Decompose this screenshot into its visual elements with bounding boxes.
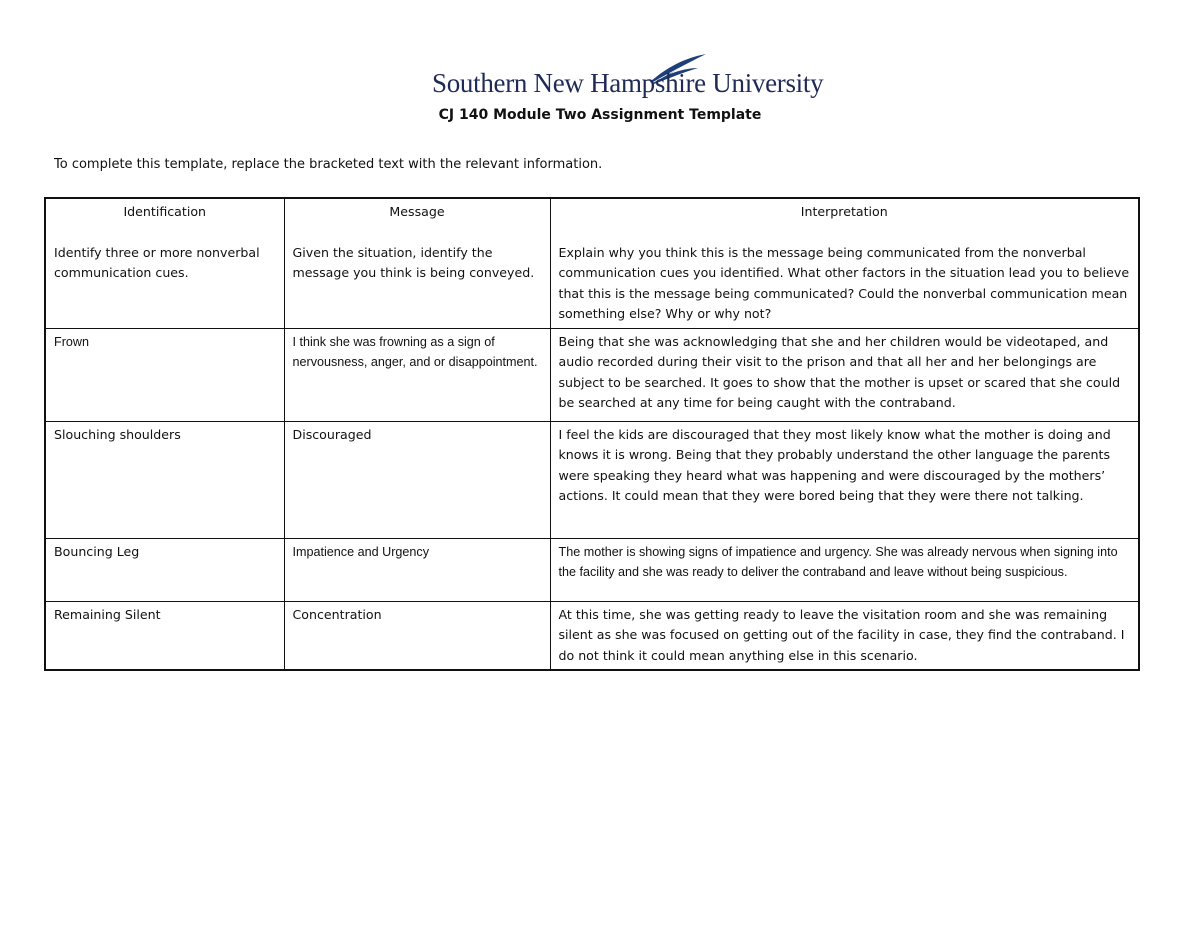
message-cell: I think she was frowning as a sign of nervousness, anger, and or disappointment.: [284, 328, 550, 421]
table-row: [45, 538, 1139, 601]
identification-header-cell: [45, 198, 284, 328]
interpretation-cell: The mother is showing signs of impatience and urgency. She was already nervous when signing into the facility and she was ready to deliver the contraband and leave without being suspicious.: [550, 538, 1139, 601]
message-header-cell: [284, 198, 550, 328]
column-prompt: Identify three or more nonverbal communication cues.: [54, 244, 260, 280]
table-row: [45, 421, 1139, 538]
identification-cell: Bouncing Leg: [45, 538, 284, 601]
page-title: CJ 140 Module Two Assignment Template: [438, 107, 762, 123]
interpretation-cell: I feel the kids are discouraged that they most likely know what the mother is doing and knows it is wrong. Being that they probably understand the other language the parents were speaking they heard what was happening and were discouraged by the mothers’ actions. It could mean that they were bored being that they were there not talking.: [550, 421, 1139, 538]
column-heading: Message: [389, 204, 445, 219]
instructions-text: To complete this template, replace the bracketed text with the relevant information.: [54, 157, 603, 172]
identification-cell: Slouching shoulders: [45, 421, 284, 538]
interpretation-cell: Being that she was acknowledging that she and her children would be videotaped, and audio recorded during their visit to the prison and that all her and her belongings are subject to be searched. It goes to show that the mother is upset or scared that she could be searched at any time for being caught with the contraband.: [550, 328, 1139, 421]
message-cell: Discouraged: [284, 421, 550, 538]
logo-wordmark: Southern New Hampshire University: [432, 68, 824, 98]
column-prompt: Given the situation, identify the message you think is being conveyed.: [292, 244, 535, 280]
interpretation-header-cell: [550, 198, 1139, 328]
table-row: [45, 601, 1139, 670]
message-cell: Concentration: [284, 601, 550, 670]
column-prompt: Explain why you think this is the message being communicated from the nonverbal communication cues you identified. What other factors in the situation lead you to believe that this is the message being communicated? Could the nonverbal communication mean something else? Why or why not?: [558, 244, 1130, 321]
column-heading: Identification: [123, 204, 207, 219]
identification-cell: Remaining Silent: [45, 601, 284, 670]
table-row: [45, 328, 1139, 421]
table-header-row: [45, 198, 1139, 328]
message-cell: Impatience and Urgency: [284, 538, 550, 601]
column-heading: Interpretation: [800, 204, 888, 219]
identification-cell: Frown: [45, 328, 284, 421]
interpretation-cell: At this time, she was getting ready to leave the visitation room and she was remaining silent as she was focused on getting out of the facility in case, they find the contraband. I do not think it could mean anything else in this scenario.: [550, 601, 1139, 670]
university-logo: [432, 52, 824, 108]
assignment-table: [44, 197, 1140, 671]
